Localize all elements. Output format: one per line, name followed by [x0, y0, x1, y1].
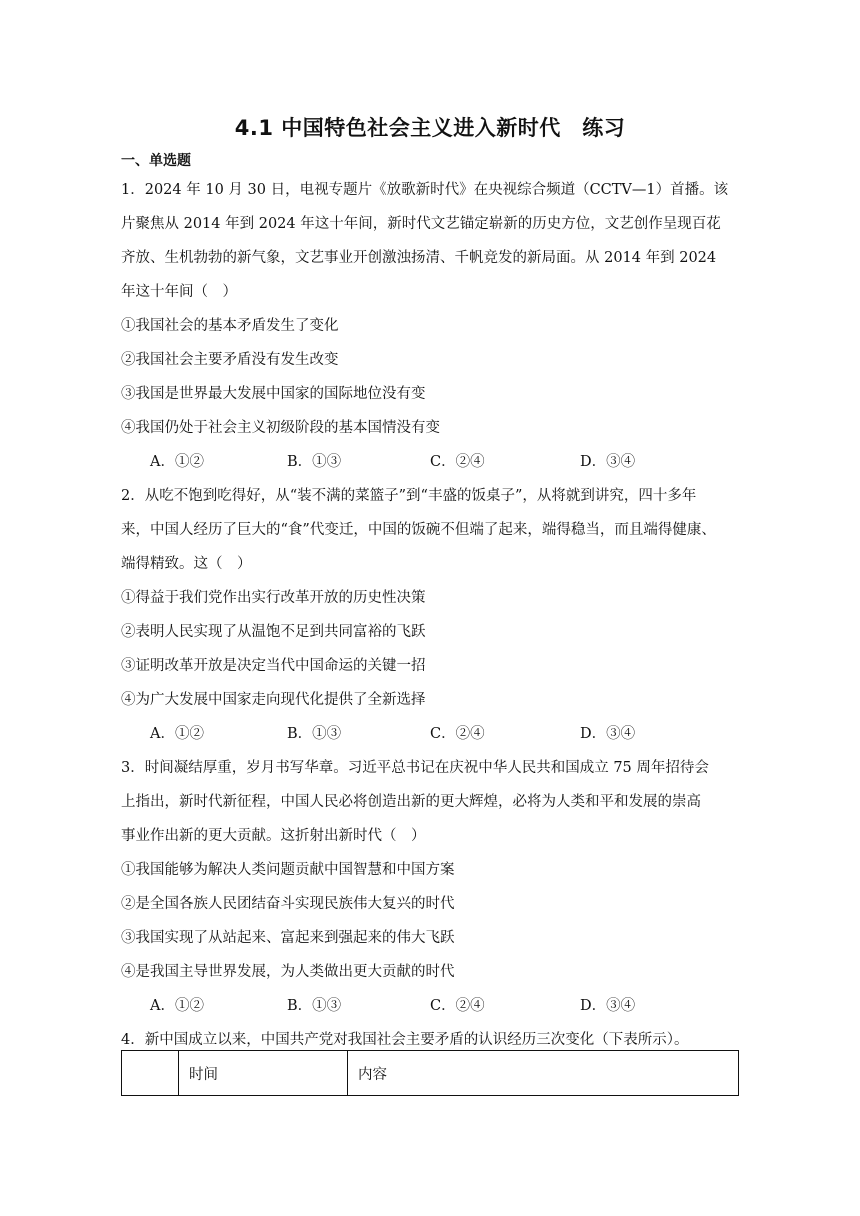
option-b[interactable]: B．①③	[287, 454, 342, 470]
question-1-item-1: ①我国社会的基本矛盾发生了变化	[121, 318, 339, 334]
option-d[interactable]: D．③④	[580, 998, 636, 1014]
option-a[interactable]: A．①②	[150, 998, 204, 1014]
option-a[interactable]: A．①②	[150, 726, 204, 742]
page-title: 4.1 中国特色社会主义进入新时代 练习	[234, 116, 626, 140]
question-1-line-2: 片聚焦从 2014 年到 2024 年这十年间，新时代文艺锚定崭新的历史方位，文艺创作呈现百花	[121, 216, 721, 232]
table-header-cell	[122, 1051, 179, 1096]
question-3-line-1: 3．时间凝结厚重，岁月书写华章。习近平总书记在庆祝中华人民共和国成立 75 周年招待会	[121, 760, 709, 776]
table-header-content: 内容	[348, 1051, 739, 1096]
section-heading: 一、单选题	[121, 153, 191, 169]
table-header-time: 时间	[179, 1051, 348, 1096]
option-d[interactable]: D．③④	[580, 454, 636, 470]
table-row	[122, 1051, 739, 1096]
option-d[interactable]: D．③④	[580, 726, 636, 742]
question-2-line-2: 来，中国人经历了巨大的“食”代变迁，中国的饭碗不但端了起来，端得稳当，而且端得健康、	[121, 522, 716, 538]
question-4-line-1: 4．新中国成立以来，中国共产党对我国社会主要矛盾的认识经历三次变化（下表所示）。	[121, 1032, 689, 1048]
question-2-line-1: 2．从吃不饱到吃得好，从“装不满的菜篮子”到“丰盛的饭桌子”，从将就到讲究，四十多年	[121, 488, 697, 504]
option-a[interactable]: A．①②	[150, 454, 204, 470]
question-3-line-3: 事业作出新的更大贡献。这折射出新时代（ ）	[121, 828, 426, 844]
question-1-item-4: ④我国仍处于社会主义初级阶段的基本国情没有变	[121, 420, 440, 436]
question-2-item-2: ②表明人民实现了从温饱不足到共同富裕的飞跃	[121, 624, 426, 640]
option-c[interactable]: C．②④	[430, 454, 485, 470]
question-2-item-1: ①得益于我们党作出实行改革开放的历史性决策	[121, 590, 426, 606]
question-1-line-4: 年这十年间（ ）	[121, 284, 237, 300]
question-1-line-1: 1．2024 年 10 月 30 日，电视专题片《放歌新时代》在央视综合频道（CCTV—1）首播。该	[121, 182, 729, 198]
question-3-line-2: 上指出，新时代新征程，中国人民必将创造出新的更大辉煌，必将为人类和平和发展的崇高	[121, 794, 701, 810]
question-2-item-3: ③证明改革开放是决定当代中国命运的关键一招	[121, 658, 426, 674]
option-b[interactable]: B．①③	[287, 998, 342, 1014]
question-3-item-4: ④是我国主导世界发展，为人类做出更大贡献的时代	[121, 964, 455, 980]
question-3-item-2: ②是全国各族人民团结奋斗实现民族伟大复兴的时代	[121, 896, 455, 912]
question-3-item-1: ①我国能够为解决人类问题贡献中国智慧和中国方案	[121, 862, 455, 878]
question-1-item-3: ③我国是世界最大发展中国家的国际地位没有变	[121, 386, 426, 402]
question-1-item-2: ②我国社会主要矛盾没有发生改变	[121, 352, 339, 368]
question-3-item-3: ③我国实现了从站起来、富起来到强起来的伟大飞跃	[121, 930, 455, 946]
option-c[interactable]: C．②④	[430, 998, 485, 1014]
option-b[interactable]: B．①③	[287, 726, 342, 742]
question-2-line-3: 端得精致。这（ ）	[121, 556, 252, 572]
option-c[interactable]: C．②④	[430, 726, 485, 742]
question-2-item-4: ④为广大发展中国家走向现代化提供了全新选择	[121, 692, 426, 708]
question-4-table	[121, 1050, 739, 1096]
question-1-line-3: 齐放、生机勃勃的新气象，文艺事业开创激浊扬清、千帆竞发的新局面。从 2014 年到 2024	[121, 250, 717, 266]
